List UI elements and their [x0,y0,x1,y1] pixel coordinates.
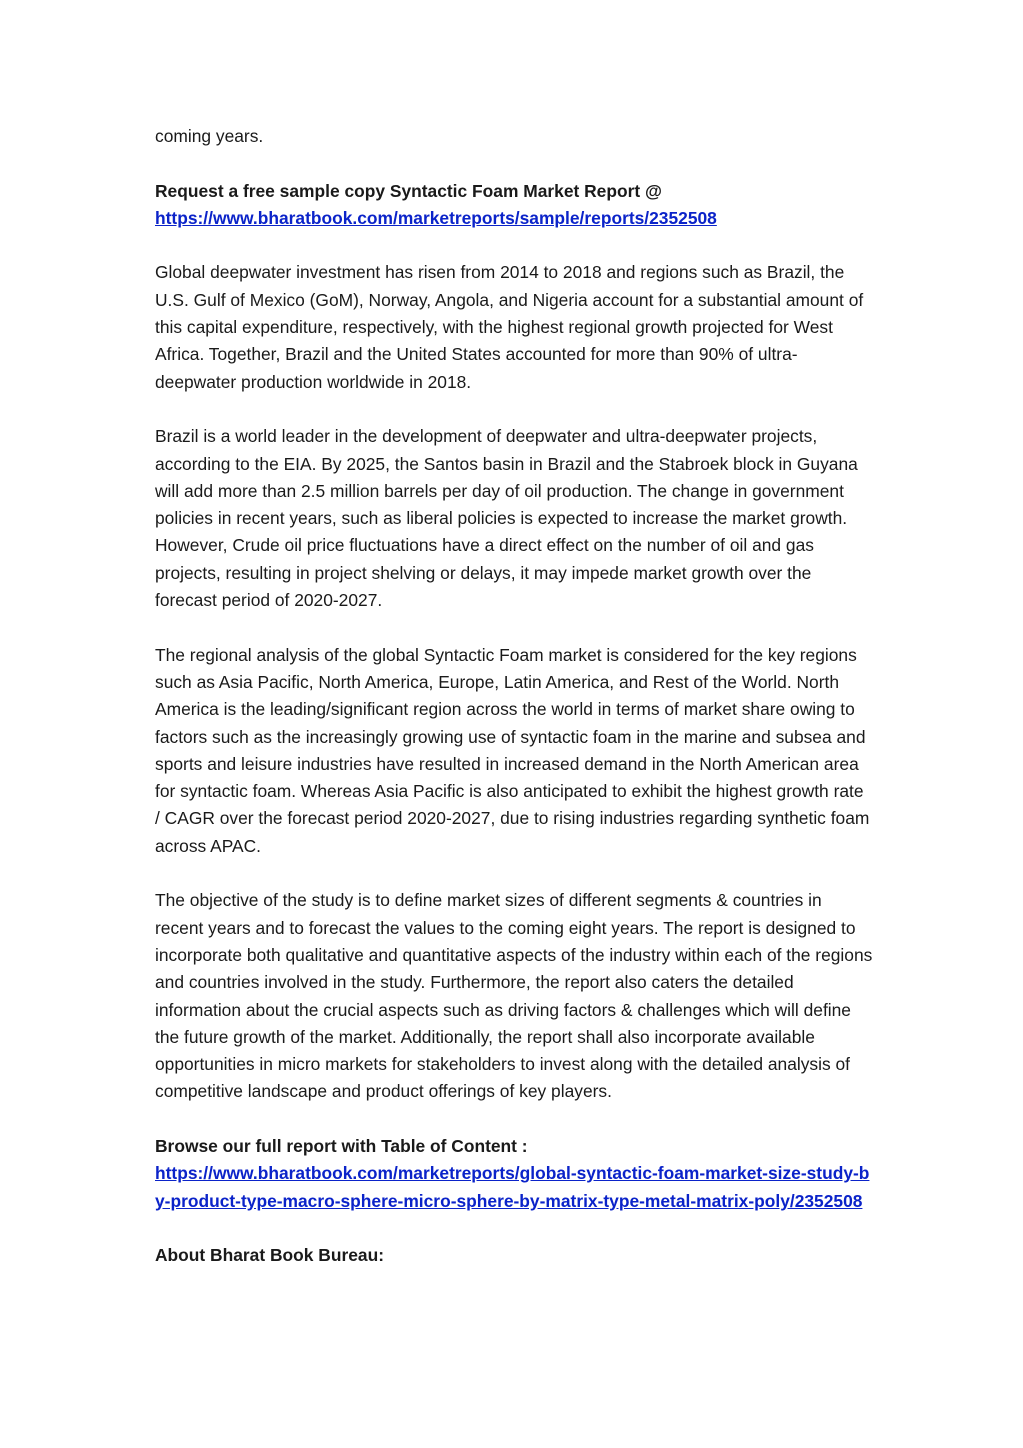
sample-request-link[interactable]: https://www.bharatbook.com/marketreports/sample/reports/2352508 [155,207,717,228]
document-page [155,123,873,1297]
paragraph-brazil-leader: Brazil is a world leader in the development of deepwater and ultra-deepwater projects, according to the EIA. By 2025, the Santos basin in Brazil and the Stabroek block in Guyana will add more than 2.5 million barrels per day of oil production. The change in government policies in recent years, such as liberal policies is expected to increase the market growth. However, Crude oil price fluctuations have a direct effect on the number of oil and gas projects, resulting in project shelving or delays, it may impede market growth over the forecast period of 2020-2027. [155,426,858,611]
sample-request-label: Request a free sample copy Syntactic Foam Market Report @ [155,180,662,201]
about-heading: About Bharat Book Bureau: [155,1245,384,1266]
browse-report-label: Browse our full report with Table of Content : [155,1135,528,1156]
paragraph-regional-analysis: The regional analysis of the global Syntactic Foam market is considered for the key regions such as Asia Pacific, North America, Europe, Latin America, and Rest of the World. North America is the leading/significant region across the world in terms of market share owing to factors such as the increasingly growing use of syntactic foam in the marine and subsea and sports and leisure industries have resulted in increased demand in the North American area for syntactic foam. Whereas Asia Pacific is also anticipated to exhibit the highest growth rate / CAGR over the forecast period 2020-2027, due to rising industries regarding synthetic foam across APAC. [155,644,870,856]
browse-report-link[interactable]: https://www.bharatbook.com/marketreports/global-syntactic-foam-market-size-study-by-product-type-macro-sphere-micro-sphere-by-matrix-type-metal-matrix-poly/2352508 [155,1163,870,1211]
intro-fragment: coming years. [155,126,264,146]
paragraph-deepwater-investment: Global deepwater investment has risen from 2014 to 2018 and regions such as Brazil, the U.S. Gulf of Mexico (GoM), Norway, Angola, and Nigeria account for a substantial amount of this capital expenditure, respectively, with the highest regional growth projected for West Africa. Together, Brazil and the United States accounted for more than 90% of ultra-deepwater production worldwide in 2018. [155,262,864,392]
paragraph-study-objective: The objective of the study is to define market sizes of different segments & countries in recent years and to forecast the values to the coming eight years. The report is designed to incorporate both qualitative and quantitative aspects of the industry within each of the regions and countries involved in the study. Furthermore, the report also caters the detailed information about the crucial aspects such as driving factors & challenges which will define the future growth of the market. Additionally, the report shall also incorporate available opportunities in micro markets for stakeholders to invest along with the detailed analysis of competitive landscape and product offerings of key players. [155,890,873,1102]
browse-report-block [155,1133,873,1215]
sample-request-block [155,178,873,233]
